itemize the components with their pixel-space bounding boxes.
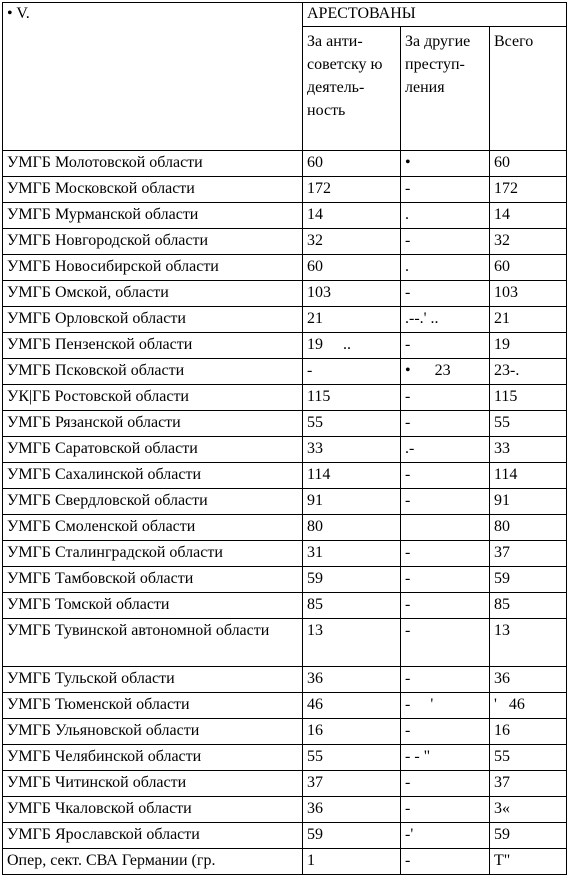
other-cell: - ' [401, 693, 490, 719]
name-cell: УМГБ Ярославской области [3, 823, 303, 849]
anti-cell: 59 [303, 567, 401, 593]
header-row-top [3, 3, 567, 27]
total-cell: 19 [490, 333, 567, 359]
other-cell [401, 515, 490, 541]
anti-cell: 114 [303, 463, 401, 489]
total-cell: 55 [490, 745, 567, 771]
total-cell: 60 [490, 151, 567, 177]
table-row [3, 437, 567, 463]
total-cell: 33 [490, 437, 567, 463]
other-cell: - [401, 593, 490, 619]
header-corner-cell: • V. [3, 3, 303, 151]
other-cell: - [401, 463, 490, 489]
other-cell: . [401, 255, 490, 281]
table-row [3, 849, 567, 875]
total-cell: 23-. [490, 359, 567, 385]
total-cell: 85 [490, 593, 567, 619]
table-row [3, 489, 567, 515]
table-row [3, 333, 567, 359]
name-cell: УМГБ Сахалинской области [3, 463, 303, 489]
total-cell: 80 [490, 515, 567, 541]
other-cell: .- [401, 437, 490, 463]
total-cell: 13 [490, 619, 567, 667]
anti-cell: 60 [303, 151, 401, 177]
anti-cell: 31 [303, 541, 401, 567]
name-cell: УМГБ Смоленской области [3, 515, 303, 541]
other-cell: - [401, 541, 490, 567]
anti-cell: 91 [303, 489, 401, 515]
total-cell: 14 [490, 203, 567, 229]
other-cell: • [401, 151, 490, 177]
name-cell: Опер, сект. СВА Германии (гр. [3, 849, 303, 875]
table-row [3, 567, 567, 593]
total-cell: 103 [490, 281, 567, 307]
table-row [3, 463, 567, 489]
name-cell: УМГБ Молотовской области [3, 151, 303, 177]
name-cell: УМГБ Новосибирской области [3, 255, 303, 281]
name-cell: УМГБ Ульяновской области [3, 719, 303, 745]
table-row [3, 797, 567, 823]
header-col-other: За другие преступ-ления [401, 27, 490, 151]
anti-cell: 19 .. [303, 333, 401, 359]
table-row [3, 229, 567, 255]
anti-cell: 13 [303, 619, 401, 667]
table-row [3, 745, 567, 771]
total-cell: 91 [490, 489, 567, 515]
header-col-total: Всего [490, 27, 567, 151]
table-row [3, 719, 567, 745]
table-row [3, 667, 567, 693]
name-cell: УМГБ Тувинской автономной области [3, 619, 303, 667]
anti-cell: 36 [303, 667, 401, 693]
other-cell: - - " [401, 745, 490, 771]
anti-cell: 80 [303, 515, 401, 541]
name-cell: УМГБ Свердловской области [3, 489, 303, 515]
other-cell: - [401, 667, 490, 693]
other-cell: - [401, 619, 490, 667]
name-cell: УМГБ Омской, области [3, 281, 303, 307]
arrests-table [2, 2, 567, 875]
name-cell: УМГБ Тюменской области [3, 693, 303, 719]
table-row [3, 515, 567, 541]
table-row [3, 203, 567, 229]
other-cell: - [401, 385, 490, 411]
name-cell: УМГБ Тамбовской области [3, 567, 303, 593]
anti-cell: 103 [303, 281, 401, 307]
anti-cell: - [303, 359, 401, 385]
total-cell: 36 [490, 667, 567, 693]
other-cell: . [401, 203, 490, 229]
name-cell: УМГБ Орловской области [3, 307, 303, 333]
name-cell: УМГБ Пензенской области [3, 333, 303, 359]
anti-cell: 59 [303, 823, 401, 849]
total-cell: 114 [490, 463, 567, 489]
table-row [3, 385, 567, 411]
name-cell: УМГБ Саратовской области [3, 437, 303, 463]
anti-cell: 60 [303, 255, 401, 281]
other-cell: - [401, 229, 490, 255]
name-cell: УК|ГБ Ростовской области [3, 385, 303, 411]
other-cell: - [401, 771, 490, 797]
name-cell: УМГБ Мурманской области [3, 203, 303, 229]
name-cell: УМГБ Псковской области [3, 359, 303, 385]
anti-cell: 172 [303, 177, 401, 203]
other-cell: - [401, 797, 490, 823]
total-cell: 59 [490, 567, 567, 593]
total-cell: 60 [490, 255, 567, 281]
total-cell: 37 [490, 541, 567, 567]
other-cell: • 23 [401, 359, 490, 385]
name-cell: УМГБ Томской области [3, 593, 303, 619]
anti-cell: 16 [303, 719, 401, 745]
anti-cell: 36 [303, 797, 401, 823]
table-row [3, 281, 567, 307]
other-cell: - [401, 849, 490, 875]
name-cell: УМГБ Московской области [3, 177, 303, 203]
anti-cell: 55 [303, 745, 401, 771]
other-cell: - [401, 281, 490, 307]
anti-cell: 85 [303, 593, 401, 619]
anti-cell: 55 [303, 411, 401, 437]
table-row [3, 307, 567, 333]
anti-cell: 1 [303, 849, 401, 875]
anti-cell: 115 [303, 385, 401, 411]
other-cell: - [401, 489, 490, 515]
total-cell: 16 [490, 719, 567, 745]
other-cell: -' [401, 823, 490, 849]
other-cell: - [401, 177, 490, 203]
total-cell: 32 [490, 229, 567, 255]
table-row [3, 255, 567, 281]
name-cell: УМГБ Чкаловской области [3, 797, 303, 823]
other-cell: - [401, 333, 490, 359]
anti-cell: 46 [303, 693, 401, 719]
other-cell: - [401, 411, 490, 437]
anti-cell: 37 [303, 771, 401, 797]
name-cell: УМГБ Новгородской области [3, 229, 303, 255]
other-cell: - [401, 567, 490, 593]
other-cell: .--.' .. [401, 307, 490, 333]
total-cell: 3« [490, 797, 567, 823]
name-cell: УМГБ Читинской области [3, 771, 303, 797]
header-group-arrested: АРЕСТОВАНЫ [303, 3, 567, 27]
anti-cell: 14 [303, 203, 401, 229]
table-row [3, 619, 567, 667]
name-cell: УМГБ Рязанской области [3, 411, 303, 437]
total-cell: Т" [490, 849, 567, 875]
total-cell: 59 [490, 823, 567, 849]
total-cell: ' 46 [490, 693, 567, 719]
table-row [3, 693, 567, 719]
anti-cell: 33 [303, 437, 401, 463]
table-row [3, 177, 567, 203]
total-cell: 172 [490, 177, 567, 203]
total-cell: 55 [490, 411, 567, 437]
total-cell: 21 [490, 307, 567, 333]
total-cell: 37 [490, 771, 567, 797]
name-cell: УМГБ Сталинградской области [3, 541, 303, 567]
anti-cell: 32 [303, 229, 401, 255]
table-row [3, 823, 567, 849]
table-row [3, 411, 567, 437]
name-cell: УМГБ Тульской области [3, 667, 303, 693]
table-row [3, 151, 567, 177]
table-row [3, 541, 567, 567]
total-cell: 115 [490, 385, 567, 411]
table-row [3, 771, 567, 797]
anti-cell: 21 [303, 307, 401, 333]
table-row [3, 359, 567, 385]
name-cell: УМГБ Челябинской области [3, 745, 303, 771]
table-row [3, 593, 567, 619]
header-col-anti: За анти-советску ю деятель-ность [303, 27, 401, 151]
other-cell: - [401, 719, 490, 745]
